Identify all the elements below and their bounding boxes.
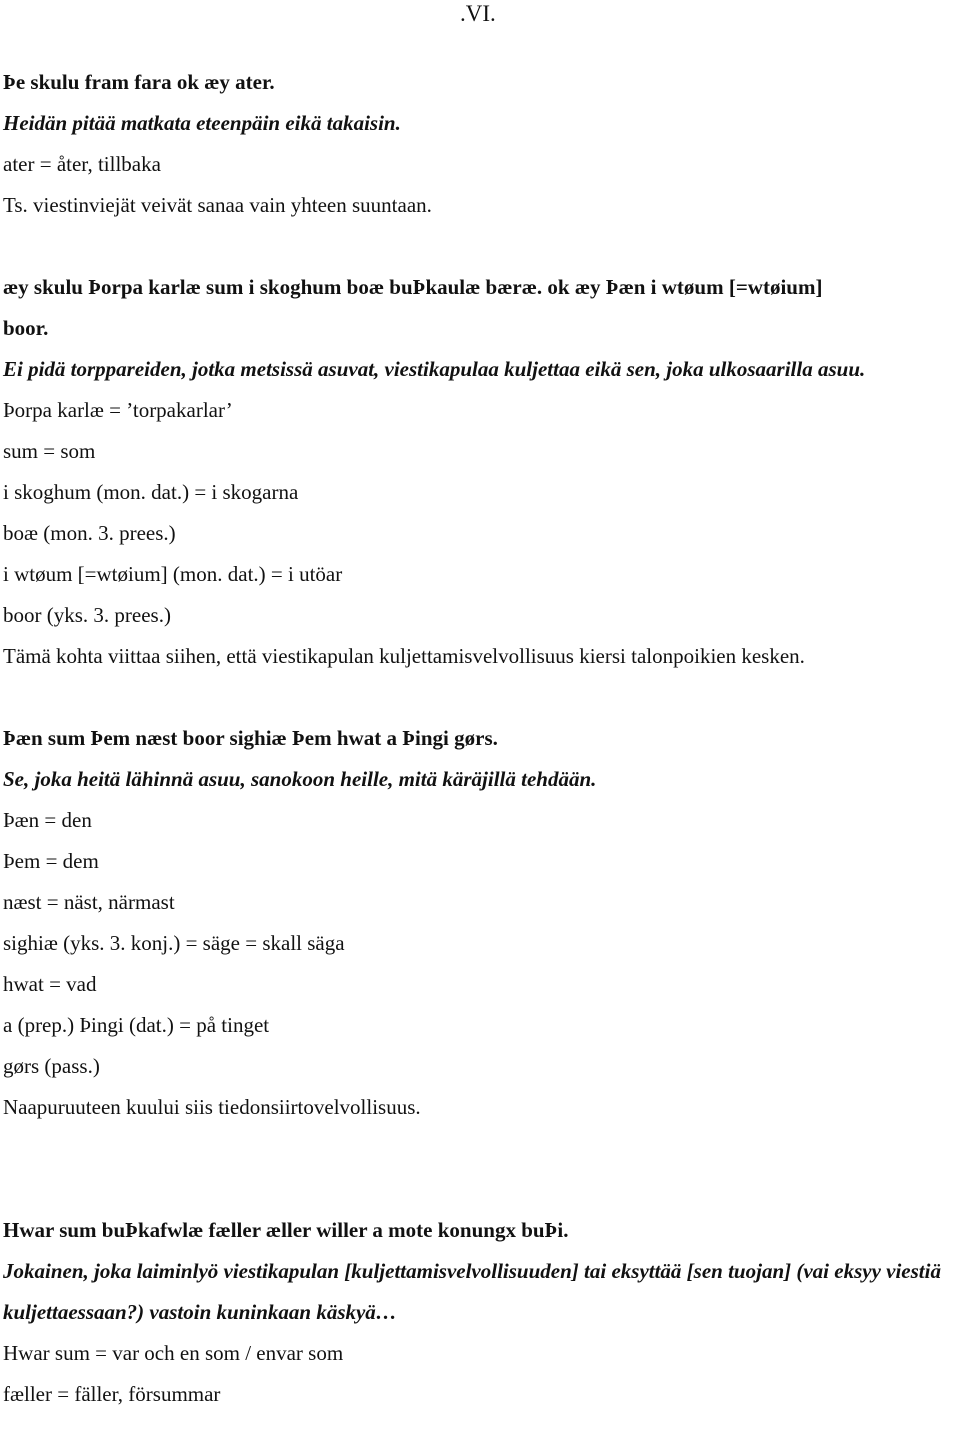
paragraph-gap: [3, 677, 958, 718]
gloss: a (prep.) Þingi (dat.) = på tinget: [3, 1013, 270, 1037]
gloss: Þorpa karlæ = ’torpakarlar’: [3, 398, 233, 422]
section-4: [3, 1210, 958, 1415]
source-text: Hwar sum buÞkafwlæ fæller æller willer a mote konungx buÞi.: [3, 1218, 569, 1242]
gloss: gørs (pass.): [3, 1054, 100, 1078]
source-text: æy skulu Þorpa karlæ sum i skoghum boæ buÞkaulæ bæræ. ok æy Þæn i wtøum [=wtøium]: [3, 275, 823, 299]
gloss: Þæn = den: [3, 808, 92, 832]
gloss: hwat = vad: [3, 972, 97, 996]
gloss: fæller = fäller, försummar: [3, 1382, 221, 1406]
section-2: [3, 267, 958, 677]
gloss: Þem = dem: [3, 849, 99, 873]
gloss: i skoghum (mon. dat.) = i skogarna: [3, 480, 299, 504]
page-number: .VI.: [460, 1, 496, 26]
source-text-continued: boor.: [3, 316, 49, 340]
gloss: i wtøum [=wtøium] (mon. dat.) = i utöar: [3, 562, 343, 586]
paragraph-gap: [3, 226, 958, 267]
paragraph-gap: [3, 1128, 958, 1210]
gloss: Hwar sum = var och en som / envar som: [3, 1341, 344, 1365]
gloss: ater = åter, tillbaka: [3, 152, 161, 176]
source-text: Þe skulu fram fara ok æy ater.: [3, 70, 275, 94]
gloss: boor (yks. 3. prees.): [3, 603, 171, 627]
translation-text: Jokainen, joka laiminlyö viestikapulan [kuljettamisvelvollisuuden] tai eksyttää [sen tuojan] (vai eksyy viestiä kuljettaessaan?) vastoin kuninkaan käskyä…: [3, 1259, 941, 1324]
translation-text: Ei pidä torppareiden, jotka metsissä asuvat, viestikapulaa kuljettaa eikä sen, joka ulkosaarilla asuu.: [3, 357, 866, 381]
document-body: [3, 62, 958, 1415]
comment-text: Tämä kohta viittaa siihen, että viestikapulan kuljettamisvelvollisuus kiersi talonpoikien kesken.: [3, 644, 805, 668]
gloss: boæ (mon. 3. prees.): [3, 521, 176, 545]
section-3: [3, 718, 958, 1128]
comment-text: Ts. viestinviejät veivät sanaa vain yhteen suuntaan.: [3, 193, 432, 217]
gloss: sighiæ (yks. 3. konj.) = säge = skall säga: [3, 931, 345, 955]
source-text: Þæn sum Þem næst boor sighiæ Þem hwat a Þingi gørs.: [3, 726, 498, 750]
translation-text: Se, joka heitä lähinnä asuu, sanokoon heille, mitä käräjillä tehdään.: [3, 767, 597, 791]
section-1: [3, 62, 958, 226]
comment-text: Naapuruuteen kuului siis tiedonsiirtovelvollisuus.: [3, 1095, 421, 1119]
gloss: næst = näst, närmast: [3, 890, 175, 914]
gloss: sum = som: [3, 439, 96, 463]
translation-text: Heidän pitää matkata eteenpäin eikä takaisin.: [3, 111, 401, 135]
